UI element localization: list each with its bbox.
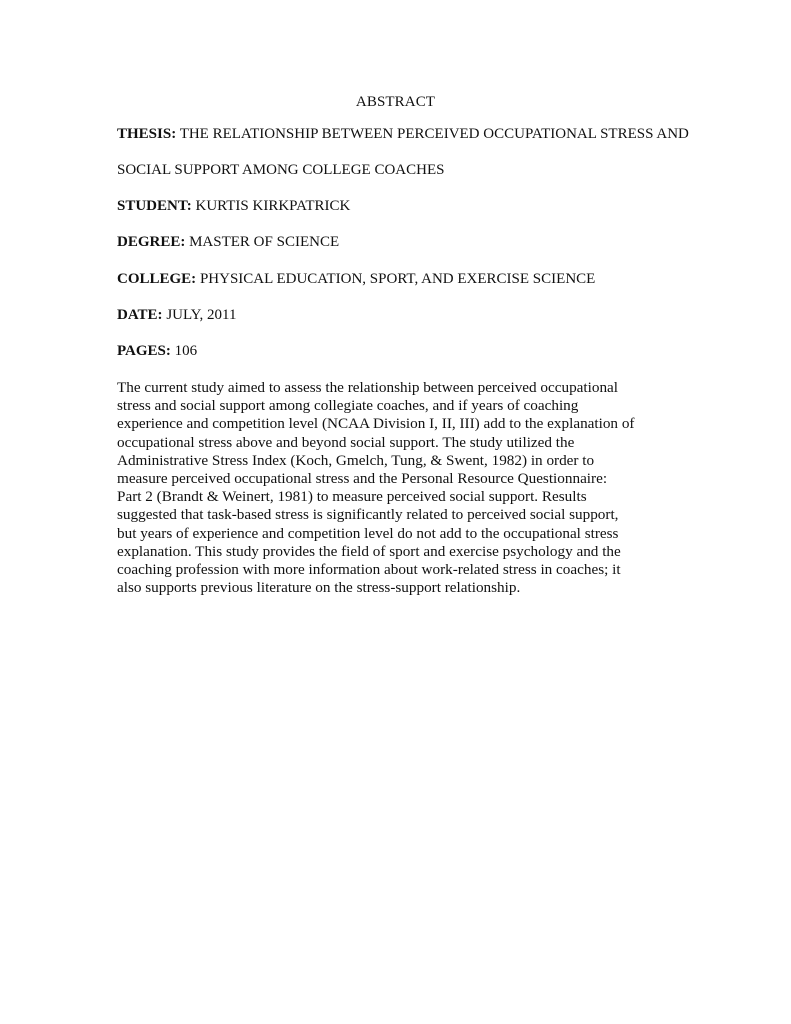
abstract-line: explanation. This study provides the field of sport and exercise psychology and the	[117, 542, 621, 560]
thesis-label: THESIS:	[117, 126, 177, 142]
abstract-line: experience and competition level (NCAA Division I, II, III) add to the explanation of	[117, 415, 635, 433]
abstract-heading: ABSTRACT	[355, 94, 436, 110]
degree-label: DEGREE:	[117, 234, 186, 250]
abstract-line: also supports previous literature on the stress-support relationship.	[117, 579, 521, 597]
thesis-title-continuation	[117, 161, 444, 179]
abstract-line: occupational stress above and beyond social support. The study utilized the	[117, 433, 575, 451]
thesis-title-line-2: SOCIAL SUPPORT AMONG COLLEGE COACHES	[117, 162, 445, 178]
pages-label: PAGES:	[117, 343, 171, 359]
student-value: KURTIS KIRKPATRICK	[195, 198, 351, 214]
college-field	[117, 270, 595, 288]
abstract-line: suggested that task-based stress is significantly related to perceived social support,	[117, 506, 619, 524]
abstract-line: coaching profession with more information about work-related stress in coaches; it	[117, 561, 621, 579]
date-value: JULY, 2011	[166, 307, 237, 323]
student-label: STUDENT:	[117, 198, 192, 214]
pages-field	[117, 342, 197, 360]
degree-value: MASTER OF SCIENCE	[189, 234, 340, 250]
abstract-paragraph	[117, 379, 677, 597]
date-field	[117, 306, 237, 324]
student-field	[117, 197, 350, 215]
thesis-title-line-1: THE RELATIONSHIP BETWEEN PERCEIVED OCCUPATIONAL STRESS AND	[179, 126, 689, 142]
abstract-line: Administrative Stress Index (Koch, Gmelch, Tung, & Swent, 1982) in order to	[117, 451, 595, 469]
abstract-line: The current study aimed to assess the relationship between perceived occupational	[117, 379, 619, 396]
college-value: PHYSICAL EDUCATION, SPORT, AND EXERCISE SCIENCE	[199, 271, 596, 287]
abstract-line: stress and social support among collegiate coaches, and if years of coaching	[117, 397, 579, 415]
abstract-line: Part 2 (Brandt & Weinert, 1981) to measure perceived social support. Results	[117, 488, 587, 506]
college-label: COLLEGE:	[117, 271, 197, 287]
degree-field	[117, 233, 339, 251]
thesis-field	[117, 125, 689, 143]
date-label: DATE:	[117, 307, 163, 323]
abstract-line: but years of experience and competition level do not add to the occupational stress	[117, 524, 619, 542]
abstract-line: measure perceived occupational stress and the Personal Resource Questionnaire:	[117, 470, 608, 488]
pages-value: 106	[174, 343, 198, 359]
